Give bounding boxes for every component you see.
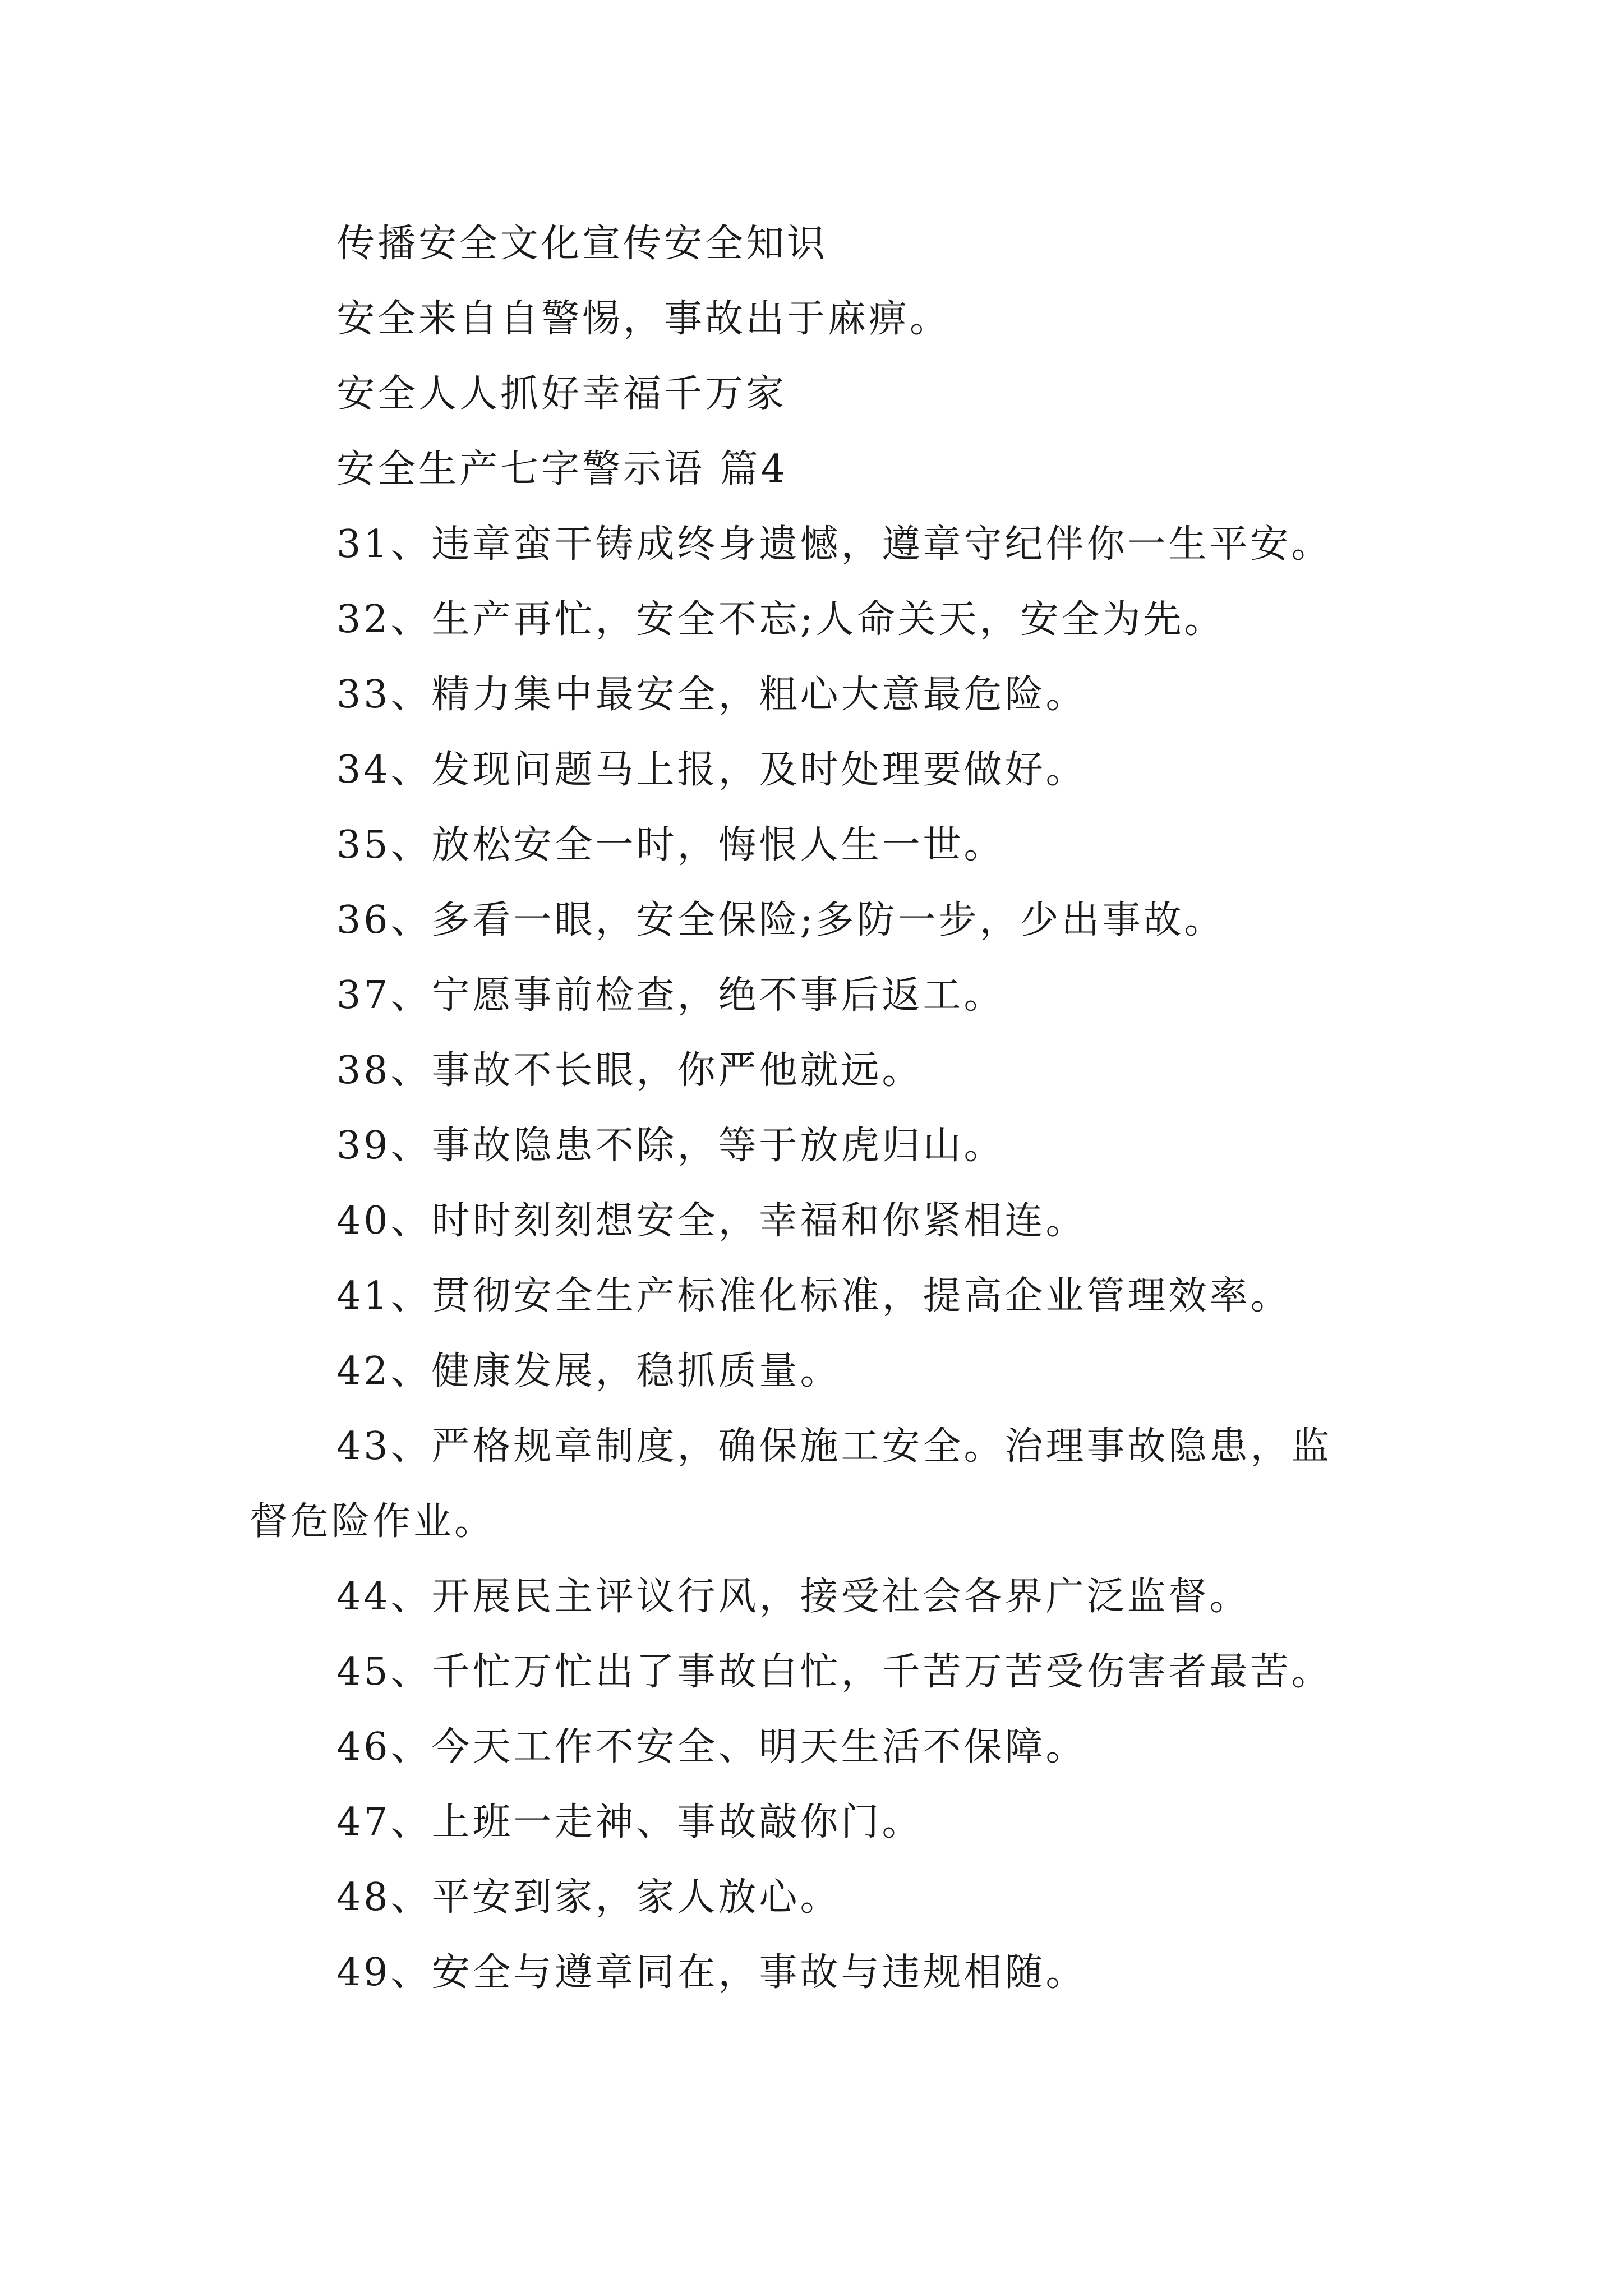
list-item: 37、宁愿事前检查，绝不事后返工。 — [336, 973, 1005, 1018]
list-item: 32、生产再忙，安全不忘;人命关天，安全为先。 — [336, 597, 1225, 642]
text-line: 安全人人抓好幸福千万家 — [336, 372, 787, 416]
text-line: 安全来自自警惕，事故出于麻痹。 — [336, 297, 951, 341]
list-item: 42、健康发展，稳抓质量。 — [336, 1349, 841, 1393]
list-item: 43、严格规章制度，确保施工安全。治理事故隐患，监 — [336, 1424, 1332, 1469]
list-item: 34、发现问题马上报，及时处理要做好。 — [336, 748, 1087, 792]
list-item: 31、违章蛮干铸成终身遗憾，遵章守纪伴你一生平安。 — [336, 522, 1332, 567]
list-item: 46、今天工作不安全、明天生活不保障。 — [336, 1725, 1087, 1769]
list-item-continuation: 督危险作业。 — [250, 1499, 496, 1544]
list-item: 38、事故不长眼，你严他就远。 — [336, 1048, 923, 1093]
list-item: 33、精力集中最安全，粗心大意最危险。 — [336, 673, 1087, 717]
list-item: 44、开展民主评议行风，接受社会各界广泛监督。 — [336, 1575, 1251, 1619]
text-line: 传播安全文化宣传安全知识 — [336, 222, 828, 266]
list-item: 40、时时刻刻想安全，幸福和你紧相连。 — [336, 1199, 1087, 1243]
list-item: 41、贯彻安全生产标准化标准，提高企业管理效率。 — [336, 1274, 1292, 1318]
list-item: 49、安全与遵章同在，事故与违规相随。 — [336, 1950, 1087, 1995]
list-item: 39、事故隐患不除，等于放虎归山。 — [336, 1124, 1005, 1168]
list-item: 36、多看一眼，安全保险;多防一步，少出事故。 — [336, 898, 1225, 942]
list-item: 35、放松安全一时，悔恨人生一世。 — [336, 823, 1005, 867]
list-item: 47、上班一走神、事故敲你门。 — [336, 1800, 923, 1844]
section-heading: 安全生产七字警示语 篇4 — [336, 447, 788, 491]
list-item: 48、平安到家，家人放心。 — [336, 1875, 841, 1920]
list-item: 45、千忙万忙出了事故白忙，千苦万苦受伤害者最苦。 — [336, 1650, 1332, 1694]
